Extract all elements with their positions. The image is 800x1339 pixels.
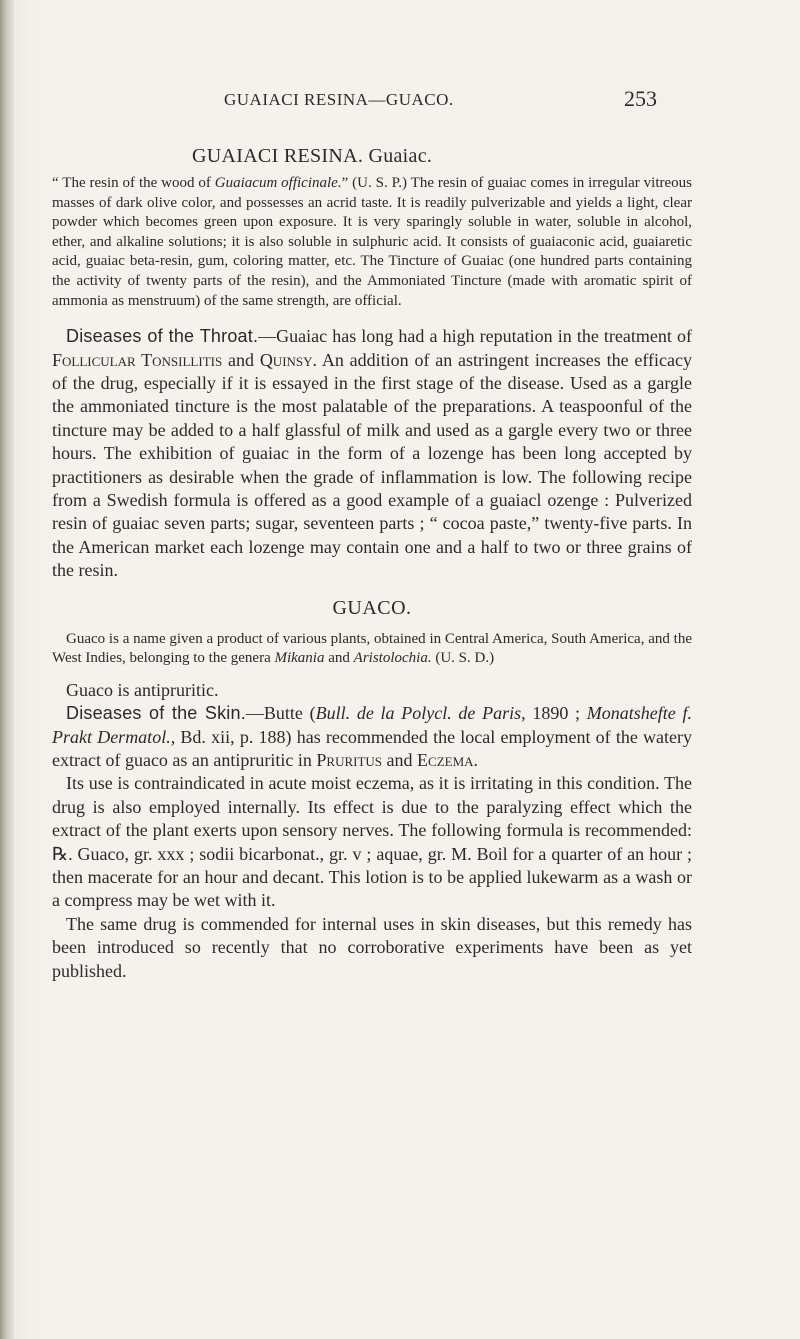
book-spine-shadow [0,0,14,1339]
disease-term: Follicular Tonsillitis [52,349,223,370]
throat-diseases-paragraph [52,325,692,582]
text-run: (U. S. D.) [431,650,495,667]
running-head: GUAIACI RESINA—GUACO. [224,90,454,109]
internal-use-paragraph: The same drug is commended for internal uses in skin diseases, but this remedy has been introduced so recently that no corroborative experiments have been as yet published. [52,913,692,981]
skin-diseases-heading: Diseases of the Skin. [66,703,246,724]
text-run: Bd. xii, p. 188) has recommended the local employment of the watery extract of guaco as an antipruritic in [52,726,693,771]
guaiac-section-title: GUAIACI RESINA. Guaiac. [192,145,433,167]
citation-title: Monatshefte f. Prakt Dermatol., [52,703,692,747]
text-run: Guaco is a name given a product of various plants, obtained in Central America, South America, and the West Indies, belonging to the genera [52,630,692,667]
text-run: and [382,750,418,771]
text-run: and [324,650,354,667]
latin-name: Guaiacum officinale. [214,175,342,191]
guaiac-pharmacopoeia-paragraph [52,174,692,311]
text-run: . [473,750,479,771]
text-run: and [222,349,260,370]
guaco-section-title: GUACO. [332,596,412,619]
text-run: . An addition of an astringent increases the efficacy of the drug, especially if it is essayed in the first stage of the disease. Used as a gargle the ammoniated tincture is the most palatable of the preparations. A teaspoonful of the tincture may be added to a half glassful of milk and used as a gargle every two or three hours. The exhibition of guaiac in the form of a lozenge has been long accepted by practitioners as desirable when the grade of inflammation is low. The following recipe from a Swedish formula is offered as a good example of a guaiacl ozenge : Pulverized resin of guaiac seven parts; sugar, seventeen parts ; “ cocoa paste,” twenty-five parts. In the American market each lozenge may contain one and a half to two or three grains of the resin. [52,349,693,581]
text-run: —Butte ( [245,703,316,724]
disease-term: Pruritus [316,750,383,771]
disease-term: Eczema [417,750,474,771]
citation-title: Bull. de la Polycl. de Paris, [315,703,526,724]
genus-name: Mikania [274,650,325,667]
page-number: 253 [624,86,657,111]
antipruritic-line: Guaco is antipruritic. [66,679,219,700]
text-run: —Guaiac has long had a high reputation in the treatment of [258,326,692,347]
genus-name: Aristolochia. [353,650,432,667]
skin-diseases-paragraph [52,702,692,772]
text-run: “ The resin of the wood of [52,175,215,191]
contraindication-paragraph: Its use is contraindicated in acute moist eczema, as it is irritating in this condition. The drug is also employed internally. Its effect is due to the paralyzing effect which the extract of the plant exerts upon sensory nerves. The following formula is recommended: ℞. Guaco, gr. xxx ; sodii bicarbonat., gr. v ; aquae, gr. M. Boil for a quarter of an hour ; then macerate for an hour and decant. This lotion is to be applied lukewarm as a wash or a compress may be wet with it. [52,773,692,911]
guaco-intro-paragraph [52,630,692,669]
text-run: ” (U. S. P.) The resin of guaiac comes in irregular vitreous masses of dark olive color, and possesses an acrid taste. It is readily pulverizable and yields a light, clear powder which becomes green upon exposure. It is very sparingly soluble in water, soluble in alcohol, ether, and alkaline solutions; it is also soluble in sulphuric acid. It consists of guaiaconic acid, guaiaretic acid, guaiac beta-resin, gum, coloring matter, etc. The Tincture of Guaiac (one hundred parts containing the activity of twenty parts of the resin), and the Ammoniated Tincture (made with aromatic spirit of ammonia as menstruum) of the same strength, are official. [52,175,692,309]
page-content [52,145,692,983]
text-run: 1890 ; [525,703,587,724]
disease-term: Quinsy [259,349,313,370]
throat-diseases-heading: Diseases of the Throat. [66,326,259,347]
